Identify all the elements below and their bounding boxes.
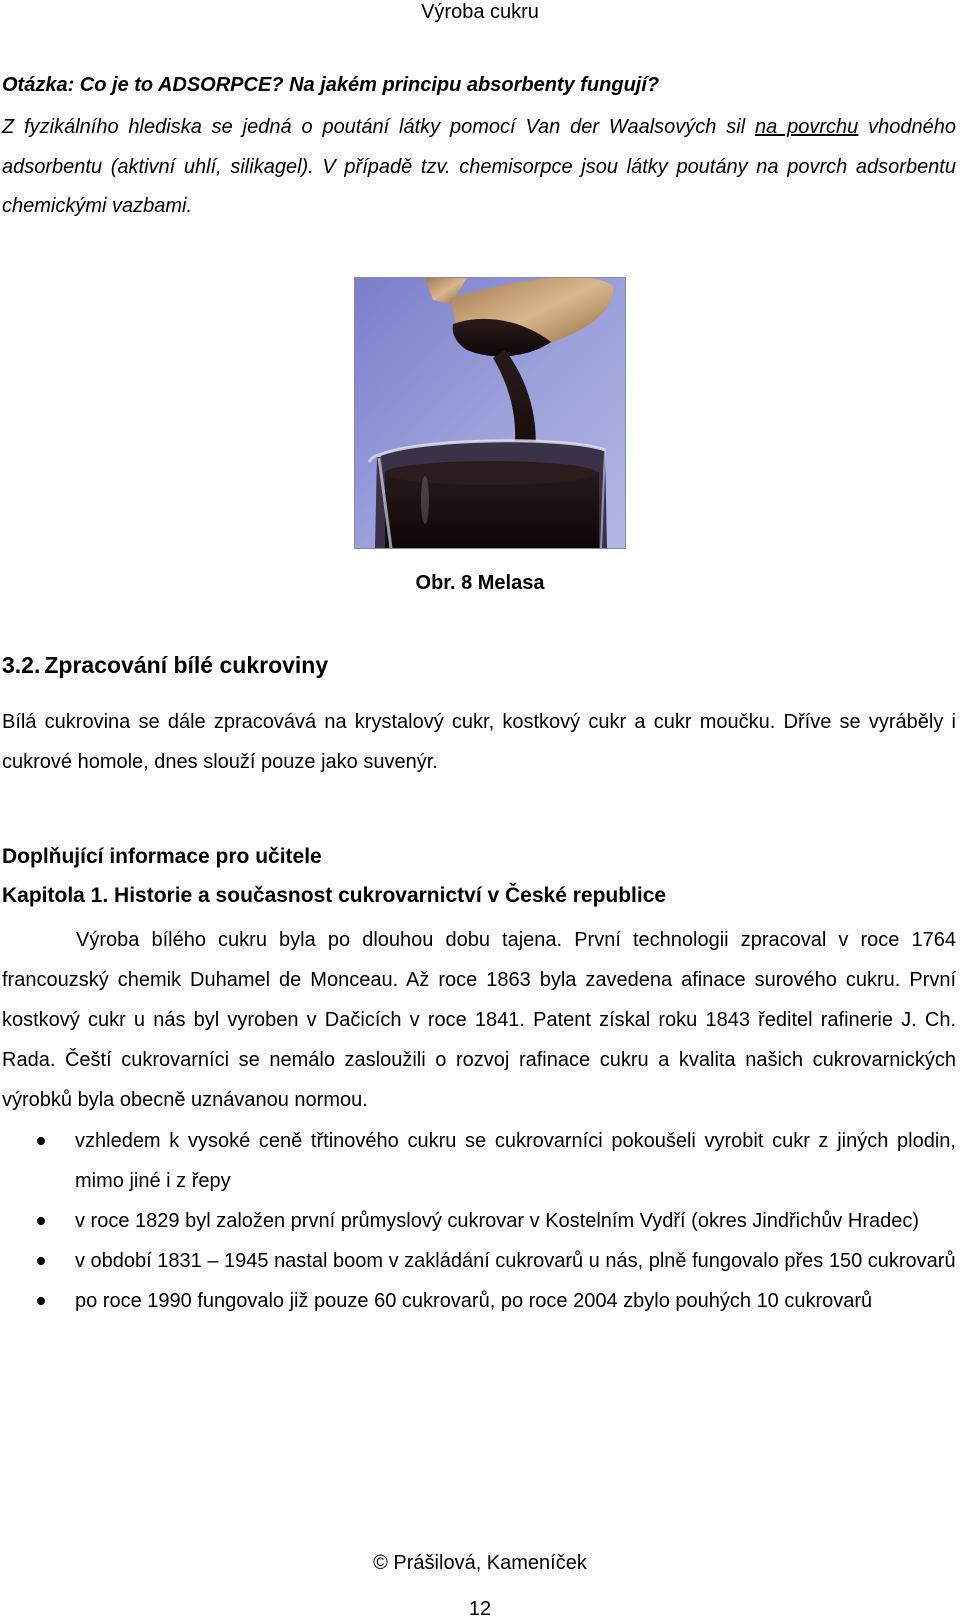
footer-copyright: © Prášilová, Kameníček bbox=[373, 1552, 587, 1574]
list-item-text: v období 1831 – 1945 nastal boom v zakládání cukrovarů u nás, plně fungovalo přes 150 cukrovarů bbox=[75, 1250, 956, 1272]
question-answer bbox=[2, 108, 956, 227]
teacher-info-title: Doplňující informace pro učitele bbox=[2, 845, 322, 868]
answer-text-part2: vhodného adsorbentu (aktivní uhlí, silikagel). V případě tzv. chemisorpce jsou látky poutány na povrch adsorbentu chemickými vazbami. bbox=[2, 116, 956, 217]
list-item bbox=[0, 1281, 956, 1321]
bullet-icon bbox=[37, 1297, 45, 1305]
question-title: Otázka: Co je to ADSORPCE? Na jakém principu absorbenty fungují? bbox=[2, 74, 660, 96]
answer-text-part1: Z fyzikálního hlediska se jedná o poutání látky pomocí Van der Waalsových sil bbox=[2, 116, 755, 138]
chapter-title: Kapitola 1. Historie a současnost cukrovarnictví v České republice bbox=[2, 884, 667, 907]
list-item-text: po roce 1990 fungovalo již pouze 60 cukrovarů, po roce 2004 zbylo pouhých 10 cukrovarů bbox=[75, 1290, 873, 1312]
section-heading bbox=[2, 652, 328, 679]
molasses-photo bbox=[354, 277, 626, 549]
list-item bbox=[0, 1121, 956, 1201]
list-item-text: v roce 1829 byl založen první průmyslový cukrovar v Kostelním Vydří (okres Jindřichův Hradec) bbox=[75, 1210, 920, 1232]
section-title: Zpracování bílé cukroviny bbox=[44, 652, 329, 678]
bullet-icon bbox=[37, 1137, 45, 1145]
history-bullet-list bbox=[0, 1121, 956, 1321]
figure-caption: Obr. 8 Melasa bbox=[415, 572, 545, 594]
bullet-icon bbox=[37, 1257, 45, 1265]
page-number: 12 bbox=[468, 1598, 492, 1620]
section-paragraph: Bílá cukrovina se dále zpracovává na krystalový cukr, kostkový cukr a cukr moučku. Dříve se vyráběly i cukrové homole, dnes slouží pouze jako suvenýr. bbox=[2, 711, 956, 773]
answer-underlined-text: na povrchu bbox=[755, 116, 859, 138]
list-item bbox=[0, 1201, 956, 1241]
list-item-text: vzhledem k vysoké ceně třtinového cukru se cukrovarníci pokoušeli vyrobit cukr z jiných plodin, mimo jiné i z řepy bbox=[75, 1130, 956, 1192]
bullet-icon bbox=[37, 1217, 45, 1225]
page-header: Výroba cukru bbox=[421, 1, 539, 23]
section-number: 3.2. bbox=[2, 652, 41, 678]
list-item bbox=[0, 1241, 956, 1281]
chapter-paragraph: Výroba bílého cukru byla po dlouhou dobu tajena. První technologii zpracoval v roce 1764 francouzský chemik Duhamel de Monceau. Až roce 1863 byla zavedena afinace surového cukru. První kostkový cukr u nás byl vyroben v Dačicích v roce 1841. Patent získal roku 1843 ředitel rafinerie J. Ch. Rada. Čeští cukrovarníci se nemálo zasloužili o rozvoj rafinace cukru a kvalita našich cukrovarnických výrobků byla obecně uznávanou normou. bbox=[2, 929, 956, 1111]
